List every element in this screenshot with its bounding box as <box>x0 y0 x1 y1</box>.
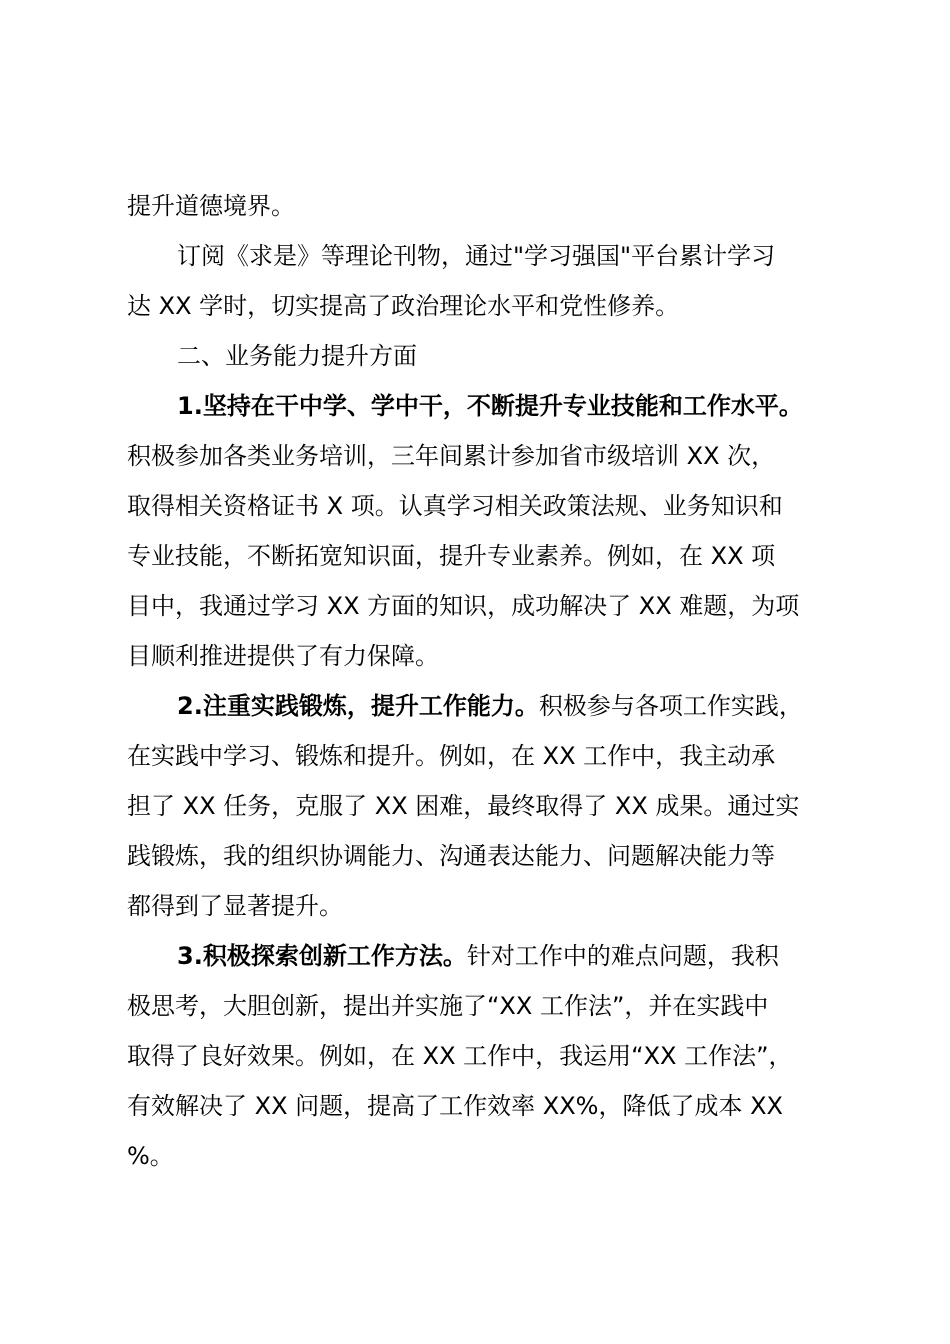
paragraph-line <box>127 990 847 1022</box>
line-text: 达 XX 学时，切实提高了政治理论水平和党性修养。 <box>127 292 680 320</box>
line-text: 有效解决了 XX 问题，提高了工作效率 XX%，降低了成本 XX <box>127 1092 783 1120</box>
section-heading-text: 二、业务能力提升方面 <box>177 342 417 370</box>
paragraph-line <box>127 840 847 872</box>
paragraph-line <box>127 540 847 572</box>
line-text: 积极参加各类业务培训，三年间累计参加省市级培训 XX 次， <box>127 442 776 470</box>
line-text: 取得相关资格证书 X 项。认真学习相关政策法规、业务知识和 <box>127 492 783 520</box>
line-text: 极思考，大胆创新，提出并实施了“XX 工作法”，并在实践中 <box>127 992 769 1020</box>
line-text: 订阅《求是》等理论刊物，通过"学习强国"平台累计学习 <box>177 242 776 270</box>
line-text: %。 <box>127 1142 174 1170</box>
paragraph-line <box>127 290 847 322</box>
paragraph-line <box>177 940 847 972</box>
subheading-lead: 1.坚持在干中学、学中干，不断提升专业技能和工作水平。 <box>177 392 803 420</box>
line-text: 专业技能，不断拓宽知识面，提升专业素养。例如，在 XX 项 <box>127 542 776 570</box>
line-text: 在实践中学习、锻炼和提升。例如，在 XX 工作中，我主动承 <box>127 742 776 770</box>
paragraph-line <box>127 590 847 622</box>
paragraph-line <box>127 1140 847 1172</box>
line-text: 都得到了显著提升。 <box>127 892 343 920</box>
line-text: 积极参与各项工作实践， <box>538 692 803 720</box>
line-text: 践锻炼，我的组织协调能力、沟通表达能力、问题解决能力等 <box>127 842 775 870</box>
paragraph-line <box>127 490 847 522</box>
line-text: 目顺利推进提供了有力保障。 <box>127 642 439 670</box>
section-heading <box>177 340 847 372</box>
paragraph-line <box>127 740 847 772</box>
paragraph-line <box>177 690 847 722</box>
paragraph-line <box>127 190 847 222</box>
paragraph-line <box>127 790 847 822</box>
paragraph-line <box>127 440 847 472</box>
paragraph-line <box>127 1040 847 1072</box>
line-text: 针对工作中的难点问题，我积 <box>466 942 779 970</box>
line-text: 担了 XX 任务，克服了 XX 困难，最终取得了 XX 成果。通过实 <box>127 792 800 820</box>
paragraph-line <box>127 1090 847 1122</box>
paragraph-line <box>127 640 847 672</box>
line-text: 提升道德境界。 <box>127 192 295 220</box>
paragraph-line <box>127 890 847 922</box>
subheading-lead: 2.注重实践锻炼，提升工作能力。 <box>177 692 539 720</box>
subheading-lead: 3.积极探索创新工作方法。 <box>177 942 467 970</box>
line-text: 目中，我通过学习 XX 方面的知识，成功解决了 XX 难题，为项 <box>127 592 800 620</box>
paragraph-line <box>177 240 847 272</box>
paragraph-line <box>177 390 847 422</box>
line-text: 取得了良好效果。例如，在 XX 工作中，我运用“XX 工作法”， <box>127 1042 793 1070</box>
